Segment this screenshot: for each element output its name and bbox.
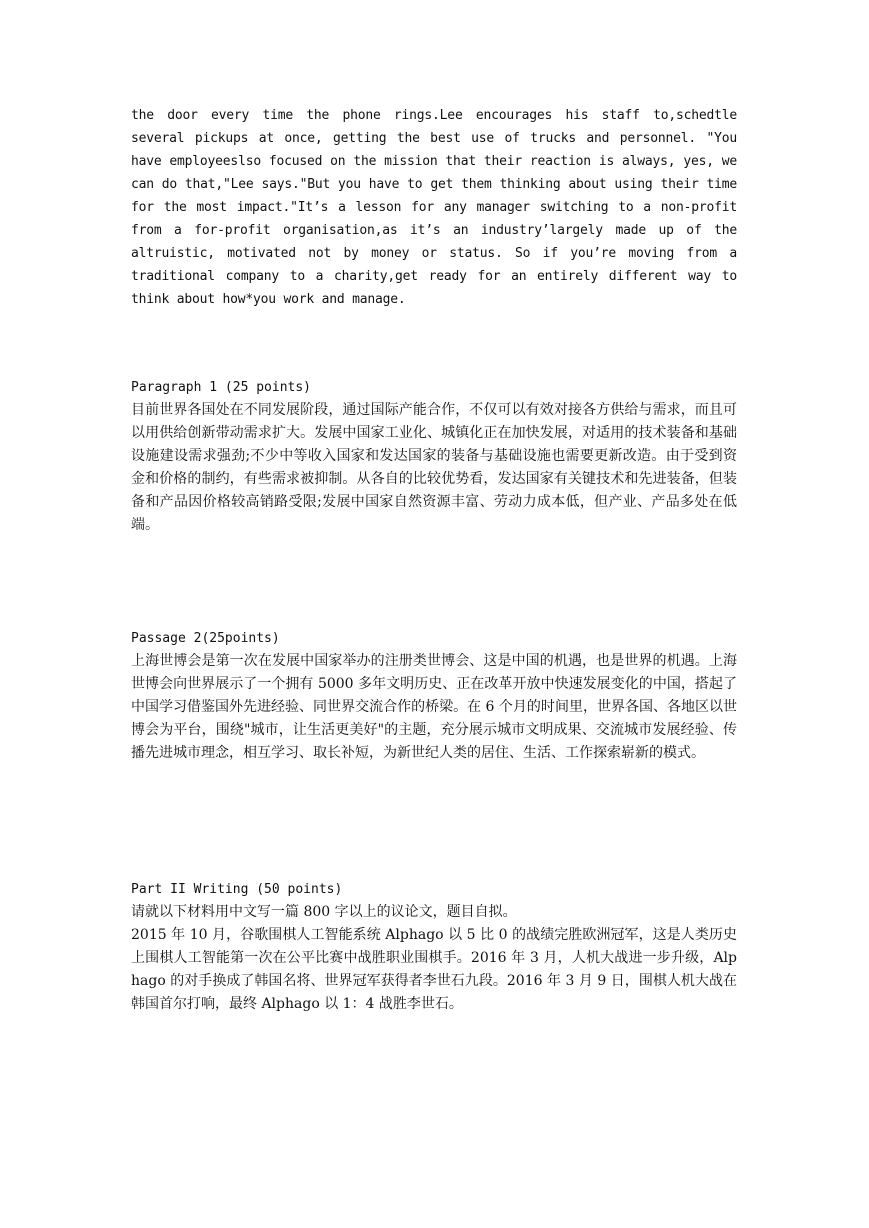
paragraph-1-heading: Paragraph 1 (25 points) xyxy=(131,380,312,395)
passage-2-heading: Passage 2(25points) xyxy=(131,631,280,646)
paragraph-1-text: 目前世界各国处在不同发展阶段，通过国际产能合作，不仅可以有效对接各方供给与需求，而且可以用供给创新带动需求扩大。发展中国家工业化、城镇化正在加快发展，对适用的技术装备和基础设施建设需求强劲;不少中等收入国家和发达国家的装备与基础设施也需要更新改造。由于受到资金和价格的制约，有些需求被抑制。从各自的比较优势看，发达国家有关键技术和先进装备，但装备和产品因价格较高销路受限;发展中国家自然资源丰富、劳动力成本低，但产业、产品多处在低端。 xyxy=(131,402,737,533)
english-passage-text: the door every time the phone rings.Lee encourages his staff to,schedtle several pickups at once, getting the best use of trucks and personnel. "You have employeeslso focused on the mission that their reaction is always, yes, we can do that,"Lee says."But you have to get them thinking about using their time for the most impact."It’s a lesson for any manager switching to a non-profit from a for-profit organisation,as it’s an industry’largely made up of the altruistic, motivated not by money or status. So if you’re moving from a traditional company to a charity,get ready for an entirely different way to think about how*you work and manage. xyxy=(131,108,737,307)
paragraph-1-block xyxy=(131,376,737,537)
english-passage-block xyxy=(131,104,737,311)
passage-2-block xyxy=(131,627,737,765)
writing-section-heading: Part II Writing (50 points) xyxy=(131,882,343,897)
passage-2-text: 上海世博会是第一次在发展中国家举办的注册类世博会、这是中国的机遇，也是世界的机遇。上海世博会向世界展示了一个拥有 5000 多年文明历史、正在改革开放中快速发展变化的中国，搭起了中国学习借鉴国外先进经验、同世界交流合作的桥梁。在 6 个月的时间里，世界各国、各地区以世博会为平台，围绕"城市，让生活更美好"的主题，充分展示城市文明成果、交流城市发展经验、传播先进城市理念，相互学习、取长补短，为新世纪人类的居住、生活、工作探索崭新的模式。 xyxy=(131,653,737,761)
writing-material-text: 2015 年 10 月，谷歌围棋人工智能系统 Alphago 以 5 比 0 的战绩完胜欧洲冠军，这是人类历史上围棋人工智能第一次在公平比赛中战胜职业围棋手。2016 年 3 月，人机大战进一步升级，Alphago 的对手换成了韩国名将、世界冠军获得者李世石九段。2016 年 3 月 9 日，围棋人机大战在韩国首尔打响，最终 Alphago 以 1：4 战胜李世石。 xyxy=(131,927,737,1012)
writing-section-block xyxy=(131,878,737,1016)
writing-prompt: 请就以下材料用中文写一篇 800 字以上的议论文，题目自拟。 xyxy=(131,904,517,920)
